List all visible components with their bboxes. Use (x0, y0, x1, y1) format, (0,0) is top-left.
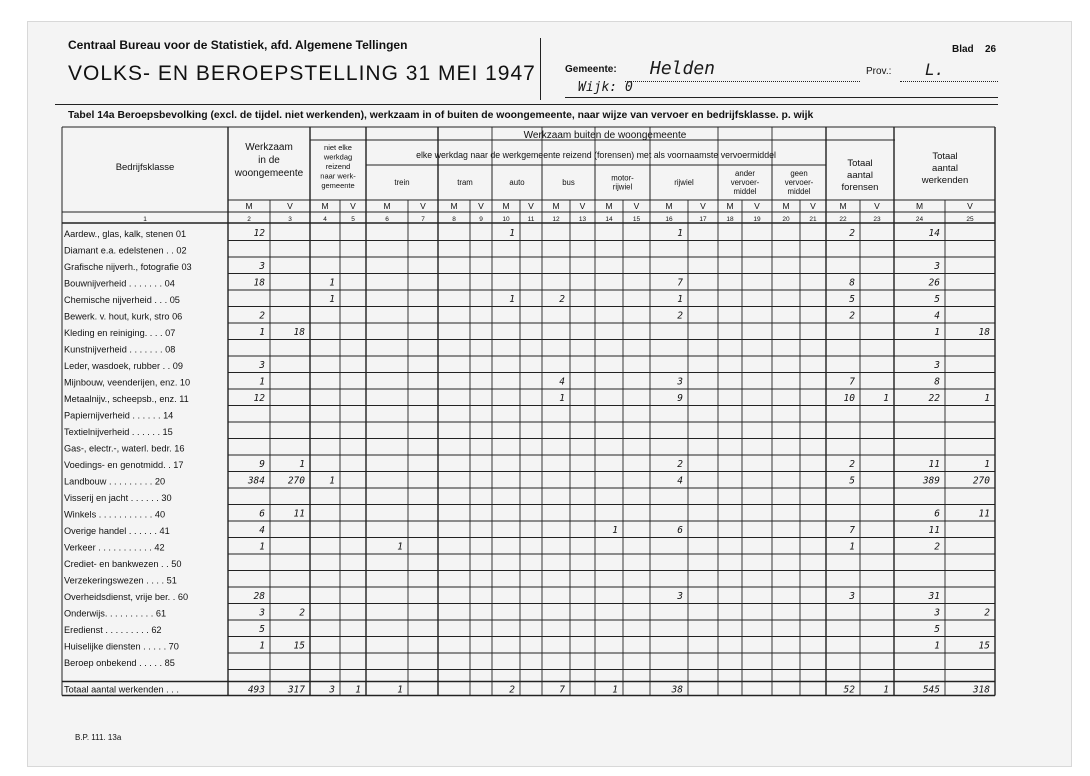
row-label: Aardew., glas, kalk, stenen 01 (64, 229, 187, 239)
column-number: 22 (839, 216, 847, 223)
cell-value: 2 (984, 607, 990, 619)
cell-value: 8 (934, 376, 940, 388)
row-label: Textielnijverheid . . . . . . 15 (64, 427, 173, 437)
transport-header-5: rijwiel (674, 178, 694, 187)
cell-value: 4 (934, 310, 940, 322)
sex-label: M (321, 201, 329, 211)
wijk-value: Wijk: 0 (578, 80, 633, 95)
row-label: Beroep onbekend . . . . . 85 (64, 658, 175, 668)
form-title: VOLKS- EN BEROEPSTELLING 31 MEI 1947 (68, 62, 536, 85)
transport-header-7: middel (787, 187, 811, 196)
row-label: Overheidsdienst, vrije ber. . 60 (64, 592, 189, 602)
cell-value: 6 (934, 508, 940, 520)
cell-value: 9 (259, 459, 265, 470)
column-number: 23 (873, 216, 881, 223)
cell-value: 26 (928, 277, 940, 289)
total-value: 3 (329, 684, 335, 696)
bedrijfsklasse-header: Bedrijfsklasse (115, 162, 175, 173)
totaal-forensen-header: Totaal (847, 158, 873, 169)
cell-value: 1 (259, 541, 265, 553)
cell-value: 1 (883, 393, 889, 404)
sex-label: V (478, 201, 484, 211)
cell-value: 7 (677, 277, 683, 289)
total-value: 545 (922, 684, 940, 696)
column-number: 19 (753, 216, 761, 223)
totaal-werkenden-header: werkenden (921, 175, 969, 186)
row-label: Landbouw . . . . . . . . . 20 (64, 476, 166, 487)
cell-value: 3 (259, 261, 265, 272)
cell-value: 2 (677, 459, 683, 470)
column-number: 13 (578, 216, 587, 223)
totaal-forensen-header: forensen (841, 182, 879, 193)
cell-value: 3 (677, 591, 683, 602)
cell-value: 5 (259, 624, 265, 635)
total-value: 493 (247, 684, 265, 696)
row-label: Voedings- en genotmidd. . 17 (64, 460, 184, 470)
cell-value: 3 (934, 360, 940, 371)
cell-value: 3 (849, 591, 855, 602)
cell-value: 2 (677, 310, 683, 322)
cell-value: 4 (559, 376, 565, 388)
transport-header-6: ander (735, 169, 755, 178)
row-label: Gas-, electr.-, waterl. bedr. 16 (64, 443, 185, 454)
cell-value: 15 (293, 640, 305, 652)
cell-value: 1 (984, 459, 990, 470)
row-label: Bouwnijverheid . . . . . . . 04 (64, 278, 175, 289)
row-label: Chemische nijverheid . . . 05 (64, 295, 180, 305)
transport-header-0: trein (394, 178, 410, 187)
cell-value: 8 (849, 277, 855, 289)
cell-value: 9 (677, 393, 683, 404)
column-number: 6 (385, 216, 389, 223)
column-number: 9 (479, 216, 483, 223)
total-value: 1 (883, 684, 889, 696)
sex-label: V (350, 201, 356, 211)
cell-value: 1 (677, 294, 683, 305)
sex-label: V (528, 201, 534, 211)
row-label: Bewerk. v. hout, kurk, stro 06 (64, 311, 183, 322)
cell-value: 4 (259, 525, 265, 536)
cell-value: 1 (934, 640, 940, 652)
column-number: 4 (323, 216, 327, 223)
gemeente-value: Helden (650, 58, 716, 79)
gemeente-label: Gemeente: (565, 64, 617, 75)
cell-value: 3 (934, 261, 940, 272)
cell-value: 1 (934, 327, 940, 338)
sex-label: M (782, 201, 790, 211)
column-number: 2 (247, 216, 251, 223)
sex-label: V (810, 201, 816, 211)
row-label: Metaalnijv., scheepsb., enz. 11 (64, 394, 189, 404)
cell-value: 1 (259, 327, 265, 338)
totaal-forensen-header: aantal (847, 170, 873, 181)
total-value: 1 (612, 684, 618, 696)
row-label: Kleding en reiniging. . . . 07 (64, 328, 176, 338)
transport-header-4: rijwiel (612, 182, 633, 192)
niet-elke-werkdag-header: werkdag (323, 152, 353, 162)
cell-value: 2 (299, 607, 305, 619)
cell-value: 6 (259, 508, 265, 520)
cell-value: 1 (397, 541, 403, 553)
cell-value: 12 (253, 393, 265, 404)
sex-label: M (552, 201, 560, 211)
sex-label: M (502, 201, 510, 211)
bureau-line: Centraal Bureau voor de Statistiek, afd. Algemene Tellingen (68, 38, 408, 52)
column-number: 1 (143, 216, 147, 223)
cell-value: 31 (928, 591, 940, 602)
cell-value: 1 (559, 393, 565, 404)
sex-label: V (874, 201, 880, 211)
niet-elke-werkdag-header: gemeente (321, 181, 355, 190)
row-label: Mijnbouw, veenderijen, enz. 10 (64, 377, 191, 388)
sex-label: V (700, 201, 706, 211)
cell-value: 15 (978, 640, 990, 652)
column-number: 15 (632, 216, 641, 223)
row-label: Visserij en jacht . . . . . . 30 (64, 493, 172, 503)
cell-value: 1 (259, 376, 265, 388)
cell-value: 1 (329, 475, 335, 487)
cell-value: 18 (253, 277, 265, 289)
cell-value: 5 (849, 294, 855, 305)
cell-value: 11 (928, 459, 940, 470)
transport-header-3: bus (562, 178, 575, 187)
sex-label: M (839, 201, 847, 211)
cell-value: 2 (934, 541, 940, 553)
totaal-werkenden-header: aantal (932, 163, 958, 174)
cell-value: 7 (849, 376, 855, 388)
cell-value: 4 (677, 475, 683, 487)
werkzaam-in-header: woongemeente (234, 168, 304, 179)
cell-value: 18 (293, 327, 305, 338)
sex-label: M (665, 201, 673, 211)
cell-value: 1 (299, 459, 305, 470)
blad-number: 26 (985, 44, 997, 55)
total-value: 318 (972, 684, 990, 696)
cell-value: 2 (259, 310, 265, 322)
sex-label: V (579, 201, 586, 211)
cell-value: 12 (253, 228, 265, 239)
column-number: 12 (552, 216, 560, 223)
transport-header-7: vervoer- (784, 178, 814, 187)
column-number: 18 (726, 216, 734, 223)
sex-label: V (287, 201, 293, 211)
cell-value: 1 (677, 228, 683, 239)
total-value: 2 (509, 684, 515, 696)
row-label: Onderwijs. . . . . . . . . . 61 (64, 608, 167, 619)
column-number: 10 (502, 216, 510, 223)
total-value: 1 (397, 684, 403, 696)
cell-value: 270 (287, 475, 305, 487)
cell-value: 1 (329, 294, 335, 305)
cell-value: 3 (259, 607, 265, 619)
row-label: Kunstnijverheid . . . . . . . 08 (64, 344, 176, 355)
blad-label: Blad (952, 44, 974, 55)
total-value: 52 (843, 684, 855, 696)
sex-label: M (605, 201, 613, 211)
total-value: 1 (355, 684, 361, 696)
cell-value: 1 (509, 228, 515, 239)
row-label: Grafische nijverh., fotografie 03 (64, 262, 192, 272)
sex-label: M (383, 201, 391, 211)
column-number: 7 (421, 216, 425, 223)
sex-label: V (754, 201, 760, 211)
cell-value: 1 (849, 541, 855, 553)
cell-value: 10 (843, 393, 855, 404)
column-number: 14 (605, 216, 613, 223)
werkzaam-buiten-header: Werkzaam buiten de woongemeente (523, 130, 687, 141)
elke-werkdag-header: elke werkdag naar de werkgemeente reizend (forensen) met als voornaamste vervoermiddel (416, 150, 776, 160)
prov-value: L. (925, 60, 945, 79)
column-number: 11 (527, 216, 535, 223)
cell-value: 28 (253, 591, 265, 602)
column-number: 24 (915, 216, 924, 223)
niet-elke-werkdag-header: niet elke (324, 143, 352, 152)
cell-value: 1 (612, 525, 618, 536)
sex-label: M (726, 201, 734, 211)
sex-label: V (967, 201, 973, 211)
cell-value: 5 (934, 624, 940, 635)
table-title: Tabel 14a Beroepsbevolking (excl. de tijdel. niet werkenden), werkzaam in of buiten de woongemeente, naar wijze van vervoer en bedrijfsklasse. p. wijk (68, 110, 814, 121)
column-number: 3 (288, 216, 292, 223)
cell-value: 11 (293, 508, 305, 520)
cell-value: 22 (928, 393, 940, 404)
transport-header-4: motor- (611, 173, 634, 183)
transport-header-7: geen (790, 169, 808, 178)
werkzaam-in-header: Werkzaam (245, 142, 293, 153)
row-label: Eredienst . . . . . . . . . 62 (64, 625, 162, 635)
cell-value: 11 (928, 525, 940, 536)
cell-value: 3 (934, 607, 940, 619)
cell-value: 3 (259, 360, 265, 371)
column-number: 16 (665, 216, 673, 223)
total-label: Totaal aantal werkenden . . . (64, 684, 179, 695)
transport-header-6: middel (733, 187, 757, 196)
transport-header-1: tram (457, 178, 473, 187)
column-number: 5 (351, 216, 355, 223)
sex-label: V (420, 201, 426, 211)
row-label: Diamant e.a. edelstenen . . 02 (64, 245, 187, 256)
niet-elke-werkdag-header: naar werk- (320, 171, 356, 181)
sex-label: M (915, 201, 924, 211)
row-label: Papiernijverheid . . . . . . 14 (64, 410, 174, 421)
column-number: 8 (452, 216, 456, 223)
cell-value: 1 (509, 294, 515, 305)
cell-value: 1 (329, 277, 335, 289)
cell-value: 5 (849, 475, 855, 487)
totaal-werkenden-header: Totaal (932, 151, 958, 162)
total-value: 38 (671, 684, 683, 696)
total-value: 7 (559, 684, 565, 696)
total-value: 317 (287, 684, 305, 696)
cell-value: 3 (677, 376, 683, 388)
cell-value: 389 (922, 475, 940, 487)
sex-label: V (633, 201, 640, 211)
row-label: Huiselijke diensten . . . . . 70 (64, 641, 179, 652)
column-number: 17 (699, 216, 707, 223)
row-label: Crediet- en bankwezen . . 50 (64, 559, 182, 569)
cell-value: 5 (934, 294, 940, 305)
cell-value: 2 (849, 228, 855, 239)
sex-label: M (245, 201, 253, 211)
cell-value: 6 (677, 525, 683, 536)
row-label: Winkels . . . . . . . . . . . 40 (64, 509, 166, 520)
column-number: 20 (782, 216, 790, 223)
column-number: 25 (966, 216, 974, 223)
cell-value: 1 (984, 393, 990, 404)
column-number: 21 (809, 216, 817, 223)
cell-value: 7 (849, 525, 855, 536)
cell-value: 384 (247, 475, 265, 487)
cell-value: 1 (259, 640, 265, 652)
row-label: Verzekeringswezen . . . . 51 (64, 575, 177, 586)
cell-value: 2 (849, 459, 855, 470)
sex-label: M (450, 201, 458, 211)
cell-value: 14 (928, 228, 940, 239)
cell-value: 18 (978, 327, 990, 338)
prov-label: Prov.: (866, 66, 892, 77)
row-label: Leder, wasdoek, rubber . . 09 (64, 361, 184, 371)
transport-header-2: auto (509, 178, 525, 187)
row-label: Verkeer . . . . . . . . . . . 42 (64, 542, 165, 553)
cell-value: 11 (978, 508, 990, 520)
cell-value: 2 (559, 294, 565, 305)
niet-elke-werkdag-header: reizend (325, 162, 351, 171)
werkzaam-in-header: in de (258, 155, 280, 166)
form-code: B.P. 111. 13a (75, 733, 122, 742)
row-label: Overige handel . . . . . . 41 (64, 526, 170, 536)
cell-value: 270 (972, 475, 990, 487)
transport-header-6: vervoer- (730, 178, 760, 187)
cell-value: 2 (849, 310, 855, 322)
